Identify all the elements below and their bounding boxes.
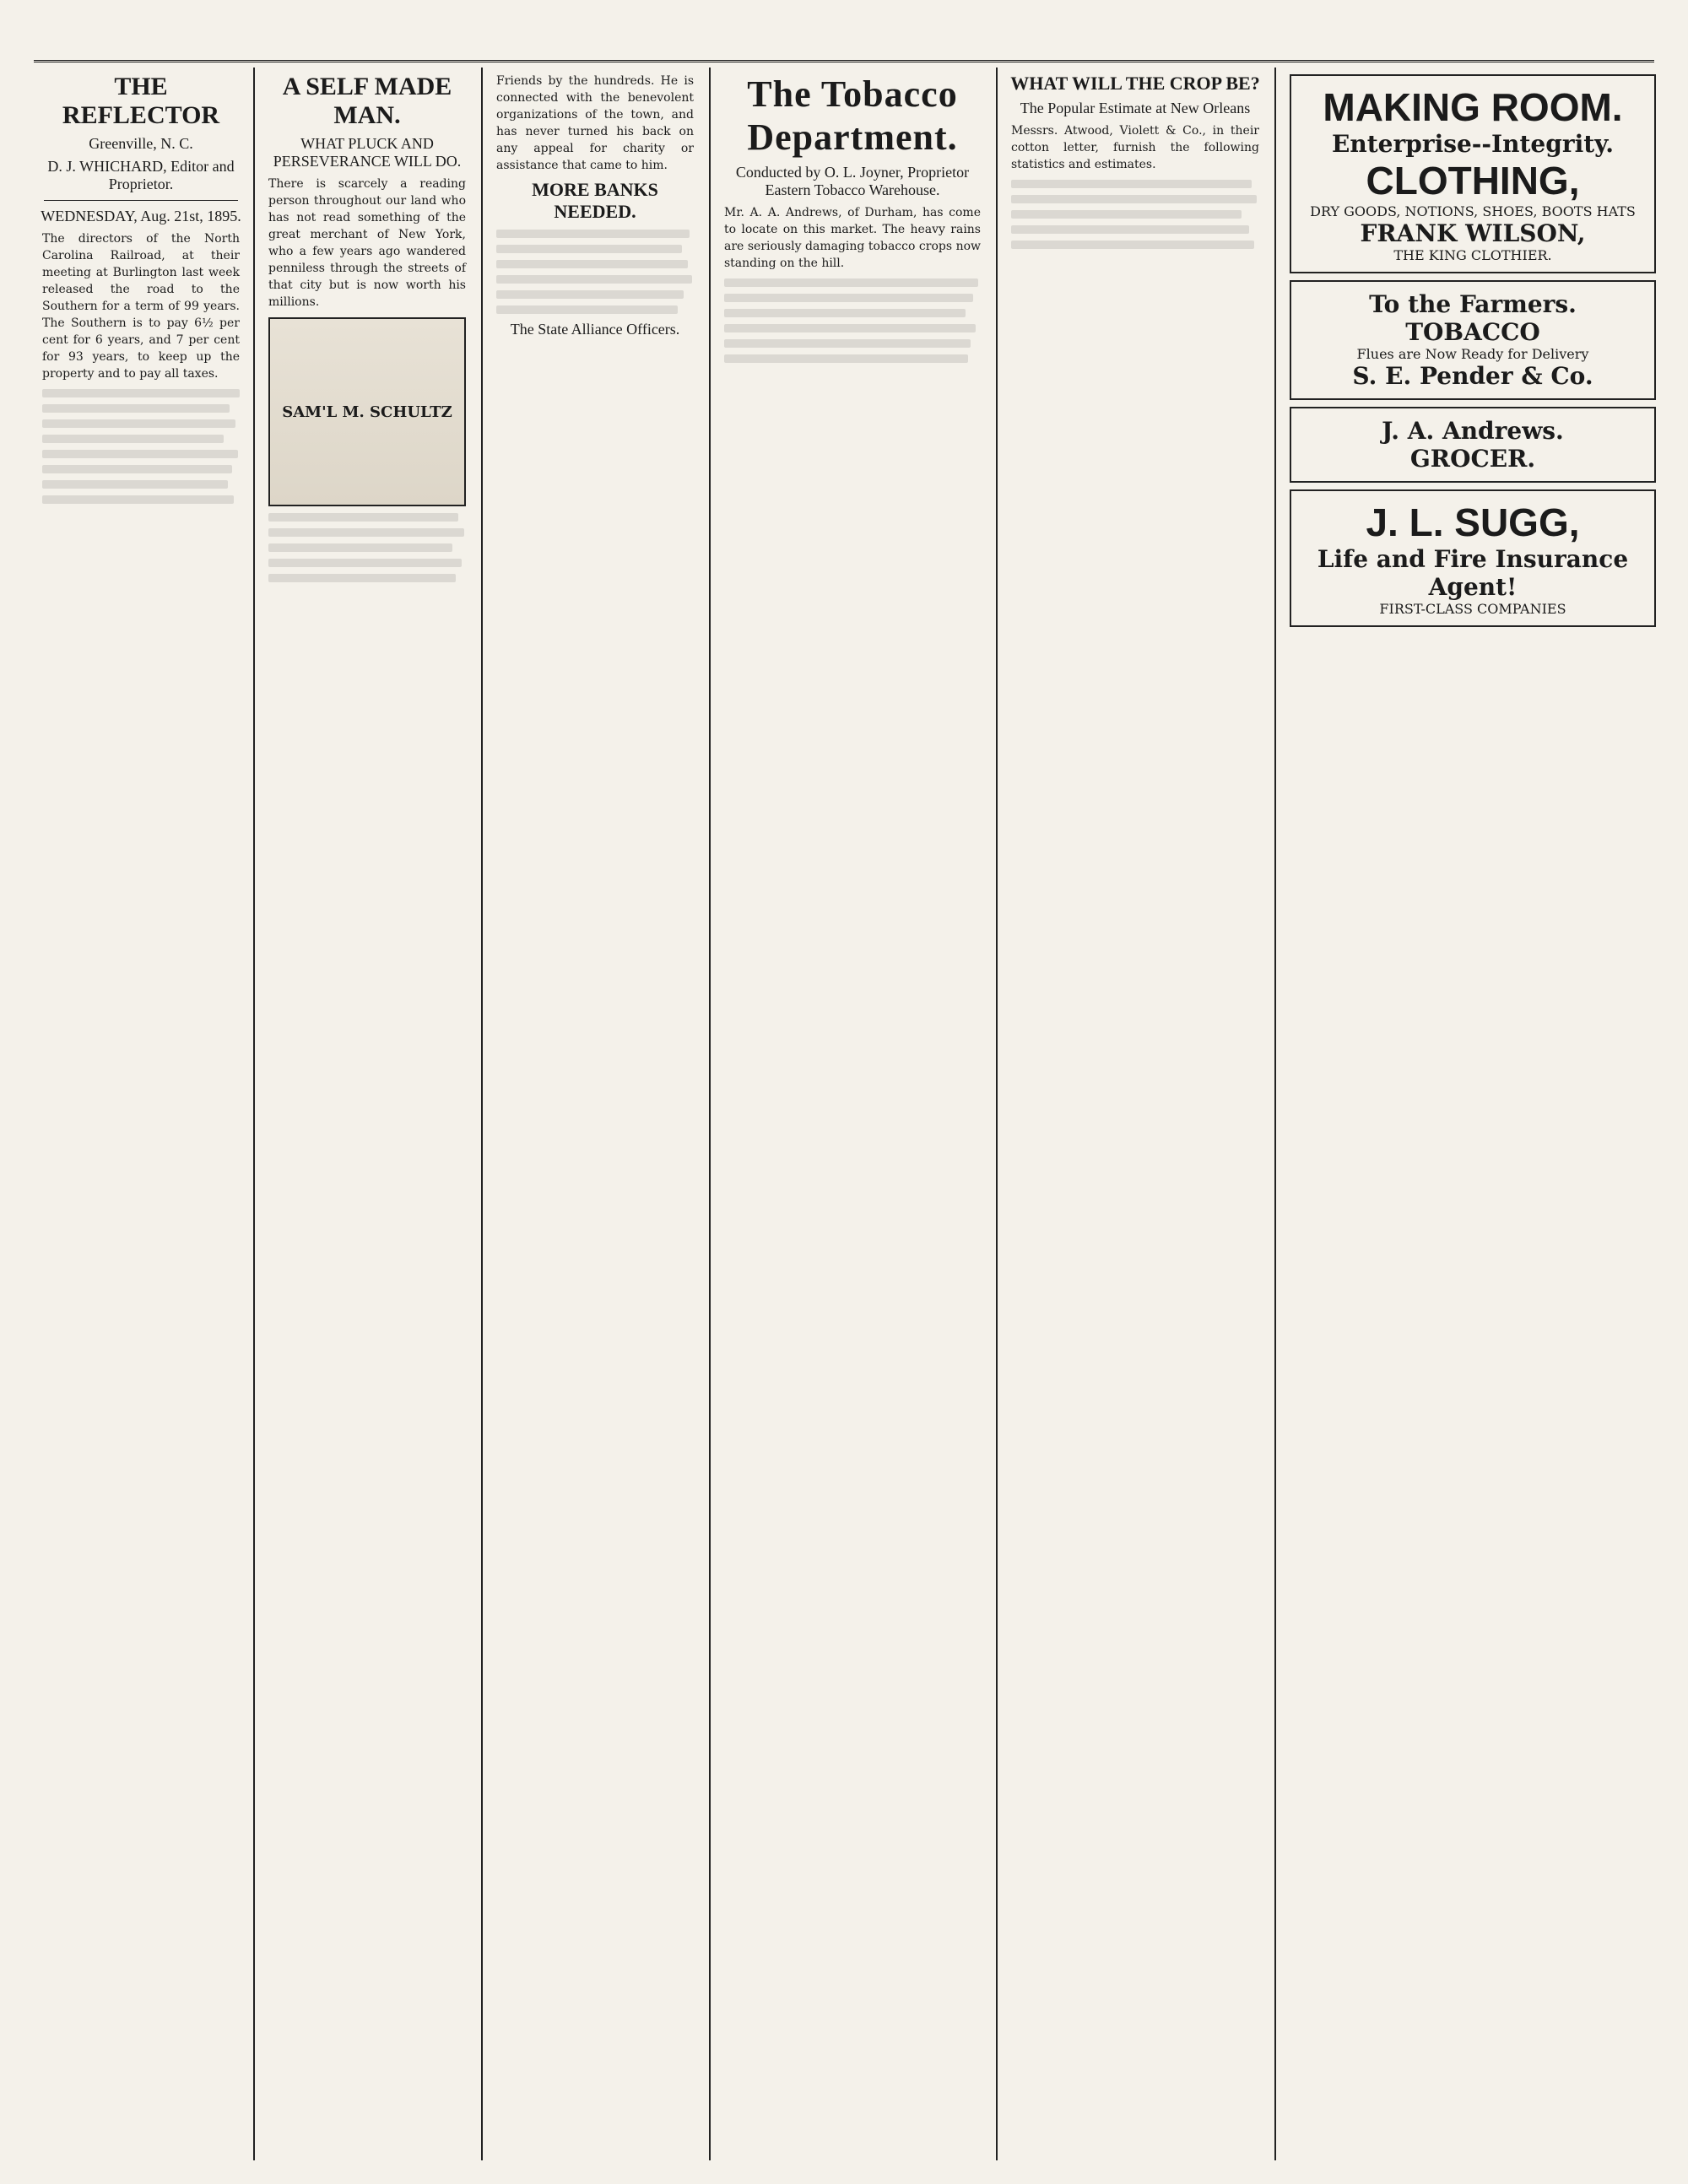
- ad-king-clothier: THE KING CLOTHIER.: [1393, 247, 1552, 263]
- column-4: [717, 68, 987, 2160]
- ad-sugg-name: J. L. SUGG,: [1366, 500, 1580, 544]
- rule-2: [481, 68, 483, 2160]
- rule-4: [996, 68, 998, 2160]
- tobacco-department-heading: The Tobacco Department.: [747, 73, 958, 158]
- ad-grocer: GROCER.: [1409, 445, 1536, 473]
- col2-body: There is scarcely a reading person throughout our land who has not read something of the great merchant of New York, who a few years ago wandered penniless through the streets of that city but is now worth his millions.: [268, 177, 466, 309]
- col5-subheading: The Popular Estimate at New Orleans: [1020, 100, 1251, 116]
- ad-to-farmers: To the Farmers.: [1369, 290, 1577, 318]
- rule-3: [709, 68, 711, 2160]
- paper-editor: D. J. WHICHARD, Editor and Proprietor.: [47, 158, 235, 192]
- ad-frank-wilson: FRANK WILSON,: [1360, 219, 1586, 247]
- col3-body: Friends by the hundreds. He is connected with the benevolent organizations of the town, and has never turned his back on any appeal for charity or assistance that came to him.: [496, 74, 694, 172]
- ad-insurance: Life and Fire Insurance Agent!: [1317, 545, 1629, 601]
- masthead-rule: [34, 46, 1654, 62]
- column-1: [35, 68, 246, 2160]
- column-5: [1004, 68, 1266, 2160]
- column-2: [262, 68, 473, 2160]
- building-illustration: SAM'L M. SCHULTZ: [268, 317, 466, 506]
- rule-5: [1274, 68, 1276, 2160]
- paper-date: WEDNESDAY, Aug. 21st, 1895.: [41, 208, 241, 224]
- ad-making-room: [1290, 74, 1656, 273]
- col3-heading: MORE BANKS NEEDED.: [532, 179, 658, 222]
- ad-making-room-text: MAKING ROOM.: [1323, 85, 1623, 129]
- col1-body: The directors of the North Carolina Railroad, at their meeting at Burlington last week released the road to the Southern for a term of 99 years. The Southern is to pay 6½ per cent for 6 years, and 7 per cent for 93 years, to keep up the property and to pay all taxes.: [42, 232, 240, 381]
- col3-subheading: The State Alliance Officers.: [510, 321, 680, 338]
- ad-clothing: CLOTHING,: [1366, 159, 1580, 203]
- tobacco-department-subheading: Conducted by O. L. Joyner, Proprietor Eastern Tobacco Warehouse.: [735, 164, 970, 198]
- ad-andrews: [1290, 407, 1656, 483]
- ad-companies: FIRST-CLASS COMPANIES: [1379, 601, 1566, 617]
- col2-heading: A SELF MADE MAN.: [282, 73, 452, 129]
- col2-subheading: WHAT PLUCK AND PERSEVERANCE WILL DO.: [273, 135, 462, 170]
- rule-1: [253, 68, 255, 2160]
- ad-dry-goods: DRY GOODS, NOTIONS, SHOES, BOOTS HATS: [1310, 203, 1636, 219]
- paper-title: THE REFLECTOR: [62, 73, 220, 129]
- col4-body: Mr. A. A. Andrews, of Durham, has come to locate on this market. The heavy rains are seriously damaging tobacco crops now standing on the hill.: [724, 206, 981, 270]
- ad-pender: S. E. Pender & Co.: [1352, 362, 1593, 390]
- ad-flues: Flues are Now Ready for Delivery: [1356, 346, 1589, 362]
- paper-location: Greenville, N. C.: [89, 135, 193, 152]
- ad-enterprise: Enterprise--Integrity.: [1332, 130, 1614, 158]
- column-3: [490, 68, 701, 2160]
- ad-farmers: [1290, 280, 1656, 400]
- ad-tobacco: TOBACCO: [1405, 318, 1540, 346]
- ads-column: [1283, 68, 1663, 2160]
- ad-sugg: [1290, 489, 1656, 627]
- col5-body: Messrs. Atwood, Violett & Co., in their cotton letter, furnish the following statistics and estimates.: [1011, 124, 1259, 171]
- col5-heading: WHAT WILL THE CROP BE?: [1010, 73, 1260, 94]
- ad-andrews-name: J. A. Andrews.: [1382, 417, 1564, 445]
